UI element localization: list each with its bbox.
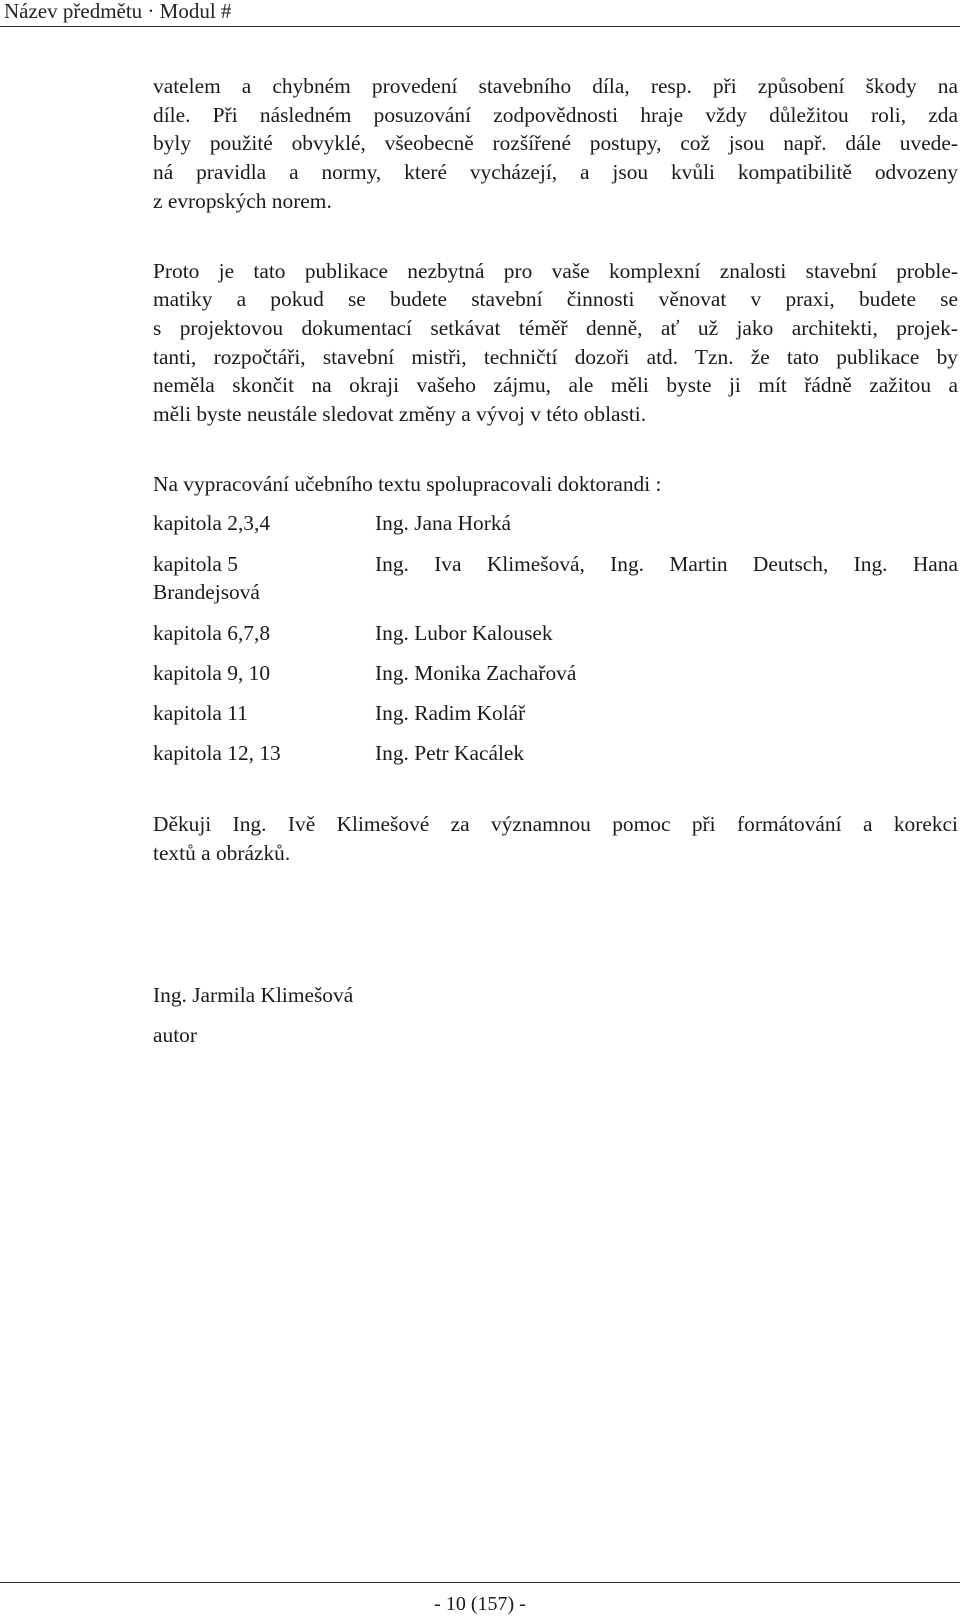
paragraph-liability xyxy=(153,72,958,216)
text-line: měli byste neustále sledovat změny a vývoj v této oblasti. xyxy=(153,402,647,427)
credits-list xyxy=(153,509,958,767)
text-line: s projektovou dokumentací setkávat téměř denně, ať už jako architekti, projek- xyxy=(153,315,958,340)
credits-intro: Na vypracování učebního textu spolupracovali doktorandi : xyxy=(153,471,662,496)
credit-names: Ing. Radim Kolář xyxy=(375,700,526,725)
author-role: autor xyxy=(153,1022,197,1047)
header-title: Název předmětu · Modul # xyxy=(4,0,232,23)
text-line: ná pravidla a normy, které vycházejí, a jsou kvůli kompatibilitě odvozeny xyxy=(153,160,958,185)
credit-chapter: kapitola 6,7,8 xyxy=(153,620,271,645)
credit-chapter: kapitola 11 xyxy=(153,700,248,725)
credit-chapter: kapitola 9, 10 xyxy=(153,660,271,685)
credit-chapter: kapitola 12, 13 xyxy=(153,741,281,766)
text-line: neměla skončit na okraji vašeho zájmu, ale měli byste ji mít řádně zažitou a xyxy=(153,373,958,398)
paragraph-thanks xyxy=(153,810,958,867)
credit-chapter: kapitola 5 xyxy=(153,551,238,576)
credit-row xyxy=(153,699,958,728)
text-line: byly použité obvyklé, všeobecně rozšířené postupy, což jsou např. dále uvede- xyxy=(153,131,958,156)
signature-block xyxy=(153,981,958,1050)
text-line: díle. Při následném posuzování zodpovědnosti hraje vždy důležitou roli, zda xyxy=(153,102,958,127)
text-line: tanti, rozpočtáři, stavební mistři, techničtí dozoři atd. Tzn. že tato publikace by xyxy=(153,344,958,369)
author-name: Ing. Jarmila Klimešová xyxy=(153,982,354,1007)
credit-names: Ing. Petr Kacálek xyxy=(375,741,525,766)
text-line: Proto je tato publikace nezbytná pro vaše komplexní znalosti stavební proble- xyxy=(153,258,958,283)
text-line: matiky a pokud se budete stavební činnosti věnovat v praxi, budete se xyxy=(153,287,958,312)
paragraph-publication-purpose xyxy=(153,257,958,429)
text-line: Děkuji Ing. Ivě Klimešové za významnou pomoc při formátování a korekci xyxy=(153,812,958,837)
text-line: vatelem a chybném provedení stavebního díla, resp. při způsobení škody na xyxy=(153,74,958,98)
credit-names: Ing. Lubor Kalousek xyxy=(375,620,553,645)
page-content xyxy=(153,72,958,1061)
credit-row xyxy=(153,739,958,768)
credit-names: Ing. Jana Horká xyxy=(375,511,512,536)
credit-chapter: kapitola 2,3,4 xyxy=(153,511,271,536)
credit-names-continuation: Brandejsová xyxy=(153,580,260,605)
header-divider xyxy=(0,26,960,27)
credit-row xyxy=(153,550,958,579)
text-line: textů a obrázků. xyxy=(153,841,291,866)
credit-row xyxy=(153,659,958,688)
page-number: - 10 (157) - xyxy=(434,1593,526,1615)
text-line: z evropských norem. xyxy=(153,188,332,213)
credit-names: Ing. Monika Zachařová xyxy=(375,660,577,685)
credit-row xyxy=(153,509,958,538)
footer-divider xyxy=(0,1582,960,1583)
credit-names: Ing. Iva Klimešová, Ing. Martin Deutsch, Ing. Hana xyxy=(375,551,958,576)
credit-row xyxy=(153,619,958,648)
